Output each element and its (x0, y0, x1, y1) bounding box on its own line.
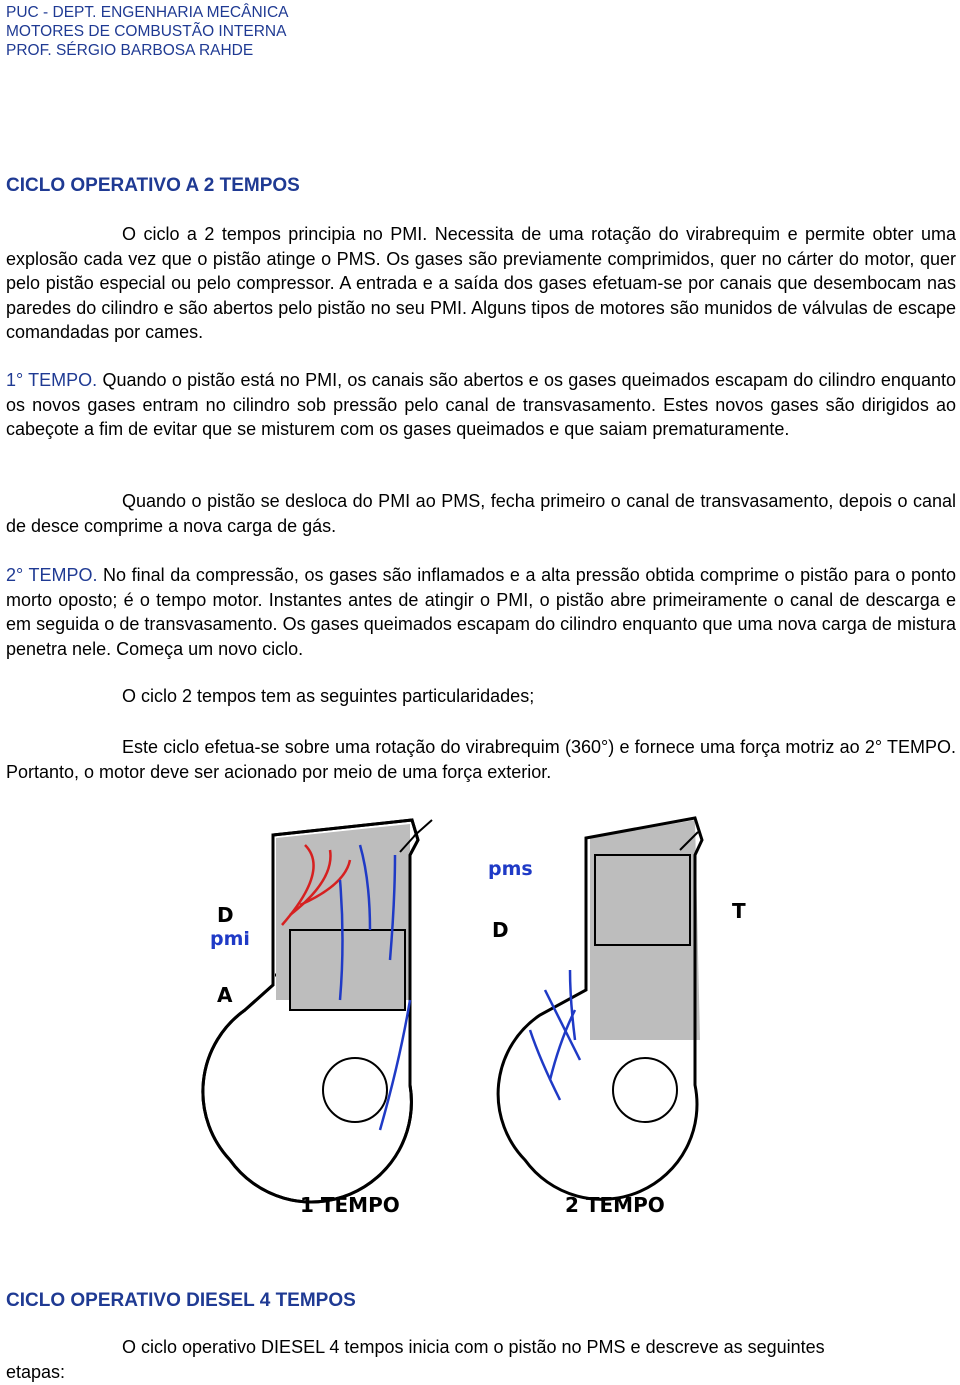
label-d-left: D (217, 903, 234, 927)
intro-text: O ciclo a 2 tempos principia no PMI. Necessita de uma rotação do virabrequim e permite obter uma explosão cada vez que o pistão atinge o PMS. Os gases são previamente comprimidos, quer no cárter do motor, quer pelo pistão especial ou pelo compressor. A entrada e a saída dos gases efetuam-se por canais que desembocam nas paredes do cilindro e são abertos pelo pistão no seu PMI. Alguns tipos de motores são munidos de válvulas de escape comandadas por cames. (6, 224, 956, 343)
caption-2-tempo: 2 TEMPO (565, 1193, 665, 1217)
left-crank-circle (323, 1058, 387, 1122)
label-t: T (732, 899, 746, 923)
diesel-intro-line: O ciclo operativo DIESEL 4 tempos inicia com o pistão no PMS e descreve as seguintes (122, 1337, 825, 1357)
tempo1-continuation-text: Quando o pistão se desloca do PMI ao PMS, fecha primeiro o canal de transvasamento, depois o canal de desce comprime a nova carga de gás. (6, 491, 956, 536)
left-piston (290, 930, 405, 1010)
label-d-right: D (492, 918, 509, 942)
right-piston (595, 855, 690, 945)
header-professor: PROF. SÉRGIO BARBOSA RAHDE (6, 42, 254, 59)
label-a-left: A (217, 983, 233, 1007)
header-course: MOTORES DE COMBUSTÃO INTERNA (6, 23, 287, 40)
diesel-intro-end: etapas: (6, 1362, 66, 1382)
tempo2-text: No final da compressão, os gases são inflamados e a alta pressão obtida comprime o pistão para o ponto morto oposto; é o tempo motor. Instantes antes de atingir o PMI, o pistão abre primeiramente o canal de descarga e em seguida o de transvasamento. Os gases queimados escapam do cilindro enquanto que uma nova carga de mistura penetra nele. Começa um novo ciclo. (6, 565, 956, 659)
header-institution: PUC - DEPT. ENGENHARIA MECÂNICA (6, 4, 289, 21)
tempo1-text: Quando o pistão está no PMI, os canais são abertos e os gases queimados escapam do cilindro enquanto os novos gases entram no cilindro sob pressão pelo canal de transvasamento. Estes novos gases são dirigidos ao cabeçote a fim de evitar que se misturem com os gases queimados e que saiam prematuramente. (6, 370, 956, 440)
rotation-text: Este ciclo efetua-se sobre uma rotação do virabrequim (360°) e fornece uma força motriz ao 2° TEMPO. Portanto, o motor deve ser acionado por meio de uma força exterior. (6, 737, 956, 782)
label-pmi: pmi (210, 928, 250, 950)
right-flow-arrows (530, 970, 580, 1100)
tempo1-label: 1° TEMPO. (6, 370, 98, 390)
label-pms: pms (488, 858, 533, 880)
caption-1-tempo: 1 TEMPO (300, 1193, 400, 1217)
section-title-diesel-4-tempos: CICLO OPERATIVO DIESEL 4 TEMPOS (6, 1290, 356, 1311)
section-title-2-tempos: CICLO OPERATIVO A 2 TEMPOS (6, 175, 300, 196)
particularities-line: O ciclo 2 tempos tem as seguintes particularidades; (122, 686, 535, 706)
tempo2-label: 2° TEMPO. (6, 565, 98, 585)
right-crank-circle (613, 1058, 677, 1122)
